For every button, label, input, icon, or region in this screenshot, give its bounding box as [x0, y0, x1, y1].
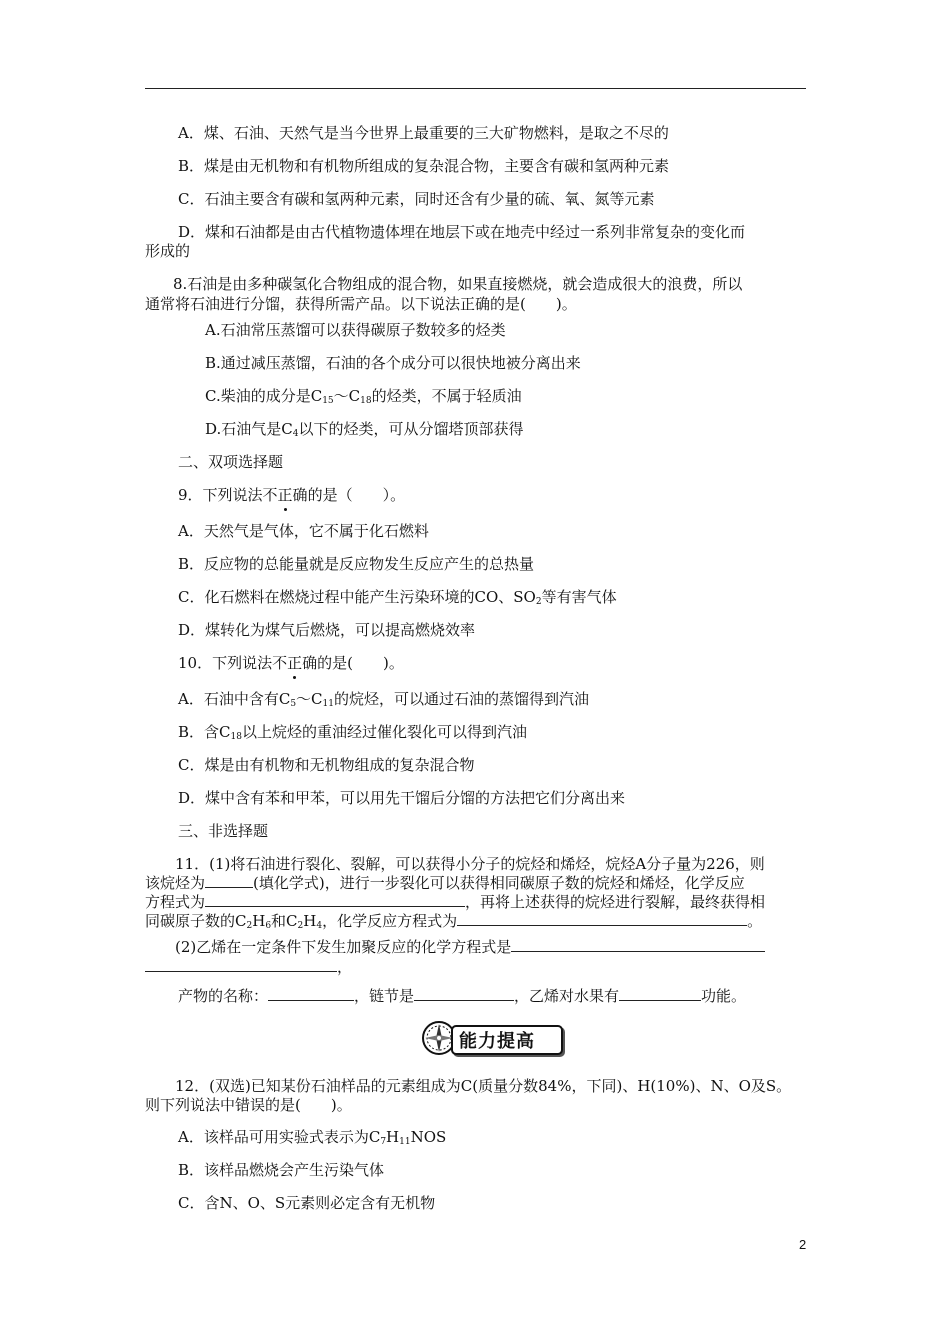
- q12-stem: 12．(双选)已知某份石油样品的元素组成为C(质量分数84%，下同)、H(10%)、N、O及S。: [175, 1077, 792, 1095]
- q7-option-d: D．煤和石油都是由古代植物遗体埋在地层下或在地壳中经过一系列非常复杂的变化而: [178, 223, 746, 241]
- q9-option-b: B．反应物的总能量就是反应物发生反应产生的总热量: [178, 555, 535, 573]
- q10-option-a: A．石油中含有$C_5\sim C_{11}$的烷烃，可以通过石油的蒸馏得到汽油: [178, 690, 589, 709]
- section-2-heading: 二、双项选择题: [178, 453, 284, 471]
- q8-stem-cont: 通常将石油进行分馏，获得所需产品。以下说法正确的是( )。: [145, 295, 577, 313]
- q8-stem: 8.石油是由多种碳氢化合物组成的混合物，如果直接燃烧，就会造成很大的浪费，所以: [173, 275, 743, 293]
- q10-option-b: B．含$C_{18}$以上烷烃的重油经过催化裂化可以得到汽油: [178, 723, 527, 742]
- emphasis-dots: 不正确: [262, 486, 308, 504]
- q8-option-d: D.石油气是$C_4$以下的烃类，可从分馏塔顶部获得: [205, 420, 524, 439]
- q7-option-a: A．煤、石油、天然气是当今世界上最重要的三大矿物燃料，是取之不尽的: [178, 124, 669, 142]
- q11-part-3: 产物的名称： ，链节是 ，乙烯对水果有 功能。: [178, 987, 747, 1005]
- q8-option-a: A.石油常压蒸馏可以获得碳原子数较多的烃类: [205, 321, 506, 339]
- section-3-heading: 三、非选择题: [178, 822, 269, 840]
- q7-option-b: B．煤是由无机物和有机物所组成的复杂混合物，主要含有碳和氢两种元素: [178, 157, 670, 175]
- banner-title: 能力提高: [459, 1031, 535, 1052]
- q11-line-1: 11．(1)将石油进行裂化、裂解，可以获得小分子的烷烃和烯烃，烷烃A分子量为226，则: [175, 855, 765, 873]
- q10-option-c: C．煤是由有机物和无机物组成的复杂混合物: [178, 756, 475, 774]
- q10-stem: 10．下列说法不正确的是( )。: [178, 654, 404, 672]
- q8-option-b: B.通过减压蒸馏，石油的各个成分可以很快地被分离出来: [205, 354, 581, 372]
- header-rule: [145, 88, 806, 89]
- answer-blank[interactable]: [145, 957, 337, 972]
- q11-line-2: 该烷烃为 (填化学式)，进行一步裂化可以获得相同碳原子数的烷烃和烯烃，化学反应: [145, 874, 745, 892]
- q11-line-3: 方程式为 ，再将上述获得的烷烃进行裂解，最终获得相: [145, 893, 766, 911]
- answer-blank[interactable]: [414, 986, 514, 1001]
- answer-blank[interactable]: [511, 937, 765, 952]
- q9-option-a: A．天然气是气体，它不属于化石燃料: [178, 522, 429, 540]
- q12-option-a: A．该样品可用实验式表示为$C_7H_{11}NOS$: [178, 1128, 447, 1147]
- q11-line-4: 同碳原子数的$C_2H_6$和$C_2H_4$，化学反应方程式为 。: [145, 912, 763, 931]
- q12-stem-cont: 则下列说法中错误的是( )。: [145, 1096, 352, 1114]
- answer-blank[interactable]: [205, 892, 465, 907]
- q12-option-b: B．该样品燃烧会产生污染气体: [178, 1161, 385, 1179]
- answer-blank[interactable]: [205, 873, 253, 888]
- q9-option-c: C．化石燃料在燃烧过程中能产生污染环境的CO、$SO_2$等有害气体: [178, 588, 617, 607]
- answer-blank[interactable]: [457, 911, 747, 926]
- q11-part-2: (2)乙烯在一定条件下发生加聚反应的化学方程式是: [175, 937, 765, 957]
- q7-option-d-cont: 形成的: [145, 242, 191, 260]
- q8-option-c: C.柴油的成分是$C_{15}\sim C_{18}$的烃类，不属于轻质油: [205, 387, 522, 406]
- answer-blank[interactable]: [268, 986, 354, 1001]
- q7-option-c: C．石油主要含有碳和氢两种元素，同时还含有少量的硫、氧、氮等元素: [178, 190, 655, 208]
- emphasis-dots: 不正确: [272, 654, 318, 672]
- q12-option-c: C．含N、O、S元素则必定含有无机物: [178, 1194, 436, 1212]
- q9-stem: 9．下列说法不正确的是（ ）。: [178, 486, 406, 504]
- answer-blank[interactable]: [619, 986, 701, 1001]
- page-number: 2: [799, 1237, 807, 1252]
- ability-banner: [421, 1018, 561, 1058]
- q10-option-d: D．煤中含有苯和甲苯，可以用先干馏后分馏的方法把它们分离出来: [178, 789, 626, 807]
- q9-option-d: D．煤转化为煤气后燃烧，可以提高燃烧效率: [178, 621, 476, 639]
- q11-part-2-cont: ，: [145, 957, 352, 977]
